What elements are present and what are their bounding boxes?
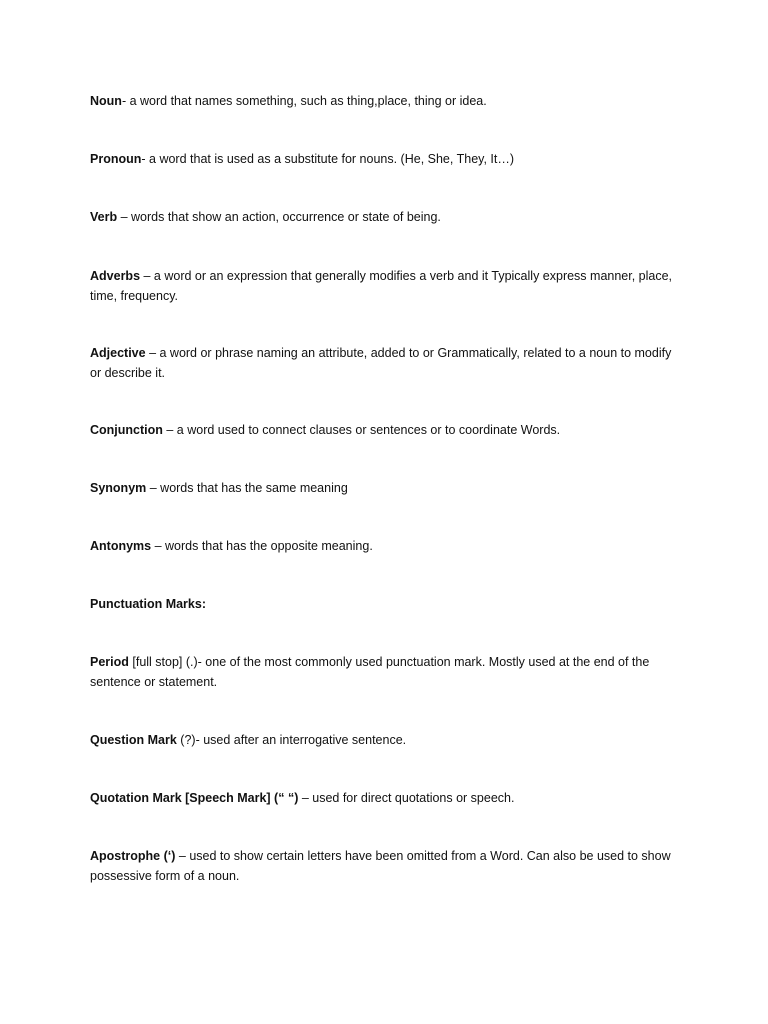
term-question-mark: Question Mark: [90, 733, 177, 747]
entry-conjunction: [90, 421, 685, 441]
entry-adjective: [90, 344, 685, 383]
entry-period: [90, 653, 685, 692]
definition-quotation-mark: – used for direct quotations or speech.: [298, 791, 515, 805]
entry-quotation-mark: [90, 789, 685, 809]
term-adjective: Adjective: [90, 346, 146, 360]
definition-synonym: – words that has the same meaning: [146, 481, 348, 495]
entry-verb: [90, 208, 685, 228]
term-punctuation-marks: Punctuation Marks:: [90, 597, 206, 611]
definition-noun: - a word that names something, such as thing,place, thing or idea.: [121, 94, 487, 108]
term-verb: Verb: [90, 210, 118, 224]
term-period: Period: [90, 655, 129, 669]
term-synonym: Synonym: [90, 481, 147, 495]
entry-antonyms: [90, 537, 685, 557]
definition-conjunction: – a word used to connect clauses or sentences or to coordinate Words.: [162, 423, 561, 437]
entry-synonym: [90, 479, 685, 499]
definition-verb: – words that show an action, occurrence or state of being.: [117, 210, 441, 224]
entry-adverbs: [90, 267, 685, 306]
definition-pronoun: - a word that is used as a substitute for nouns. (He, She, They, It…): [141, 152, 515, 166]
term-pronoun: Pronoun: [90, 152, 142, 166]
definition-apostrophe: – used to show certain letters have been omitted from a Word. Can also be used to show possessive form of a noun.: [90, 849, 671, 883]
term-adverbs: Adverbs: [90, 269, 141, 283]
term-conjunction: Conjunction: [90, 423, 163, 437]
entry-noun: [90, 92, 685, 112]
entry-pronoun: [90, 150, 685, 170]
term-apostrophe: Apostrophe (‘): [90, 849, 176, 863]
definition-period: [full stop] (.)- one of the most commonly used punctuation mark. Mostly used at the end of the sentence or statement.: [90, 655, 650, 689]
definition-adverbs: – a word or an expression that generally modifies a verb and it Typically express manner, place, time, frequency.: [90, 269, 673, 303]
entry-question-mark: [90, 731, 685, 751]
term-noun: Noun: [90, 94, 122, 108]
section-heading-punctuation: [90, 595, 685, 615]
term-antonyms: Antonyms: [90, 539, 152, 553]
definition-adjective: – a word or phrase naming an attribute, added to or Grammatically, related to a noun to modify or describe it.: [90, 346, 672, 380]
term-quotation-mark: Quotation Mark [Speech Mark] (“ “): [90, 791, 299, 805]
definition-question-mark: (?)- used after an interrogative sentence.: [176, 733, 407, 747]
entry-apostrophe: [90, 847, 685, 886]
definition-antonyms: – words that has the opposite meaning.: [151, 539, 373, 553]
